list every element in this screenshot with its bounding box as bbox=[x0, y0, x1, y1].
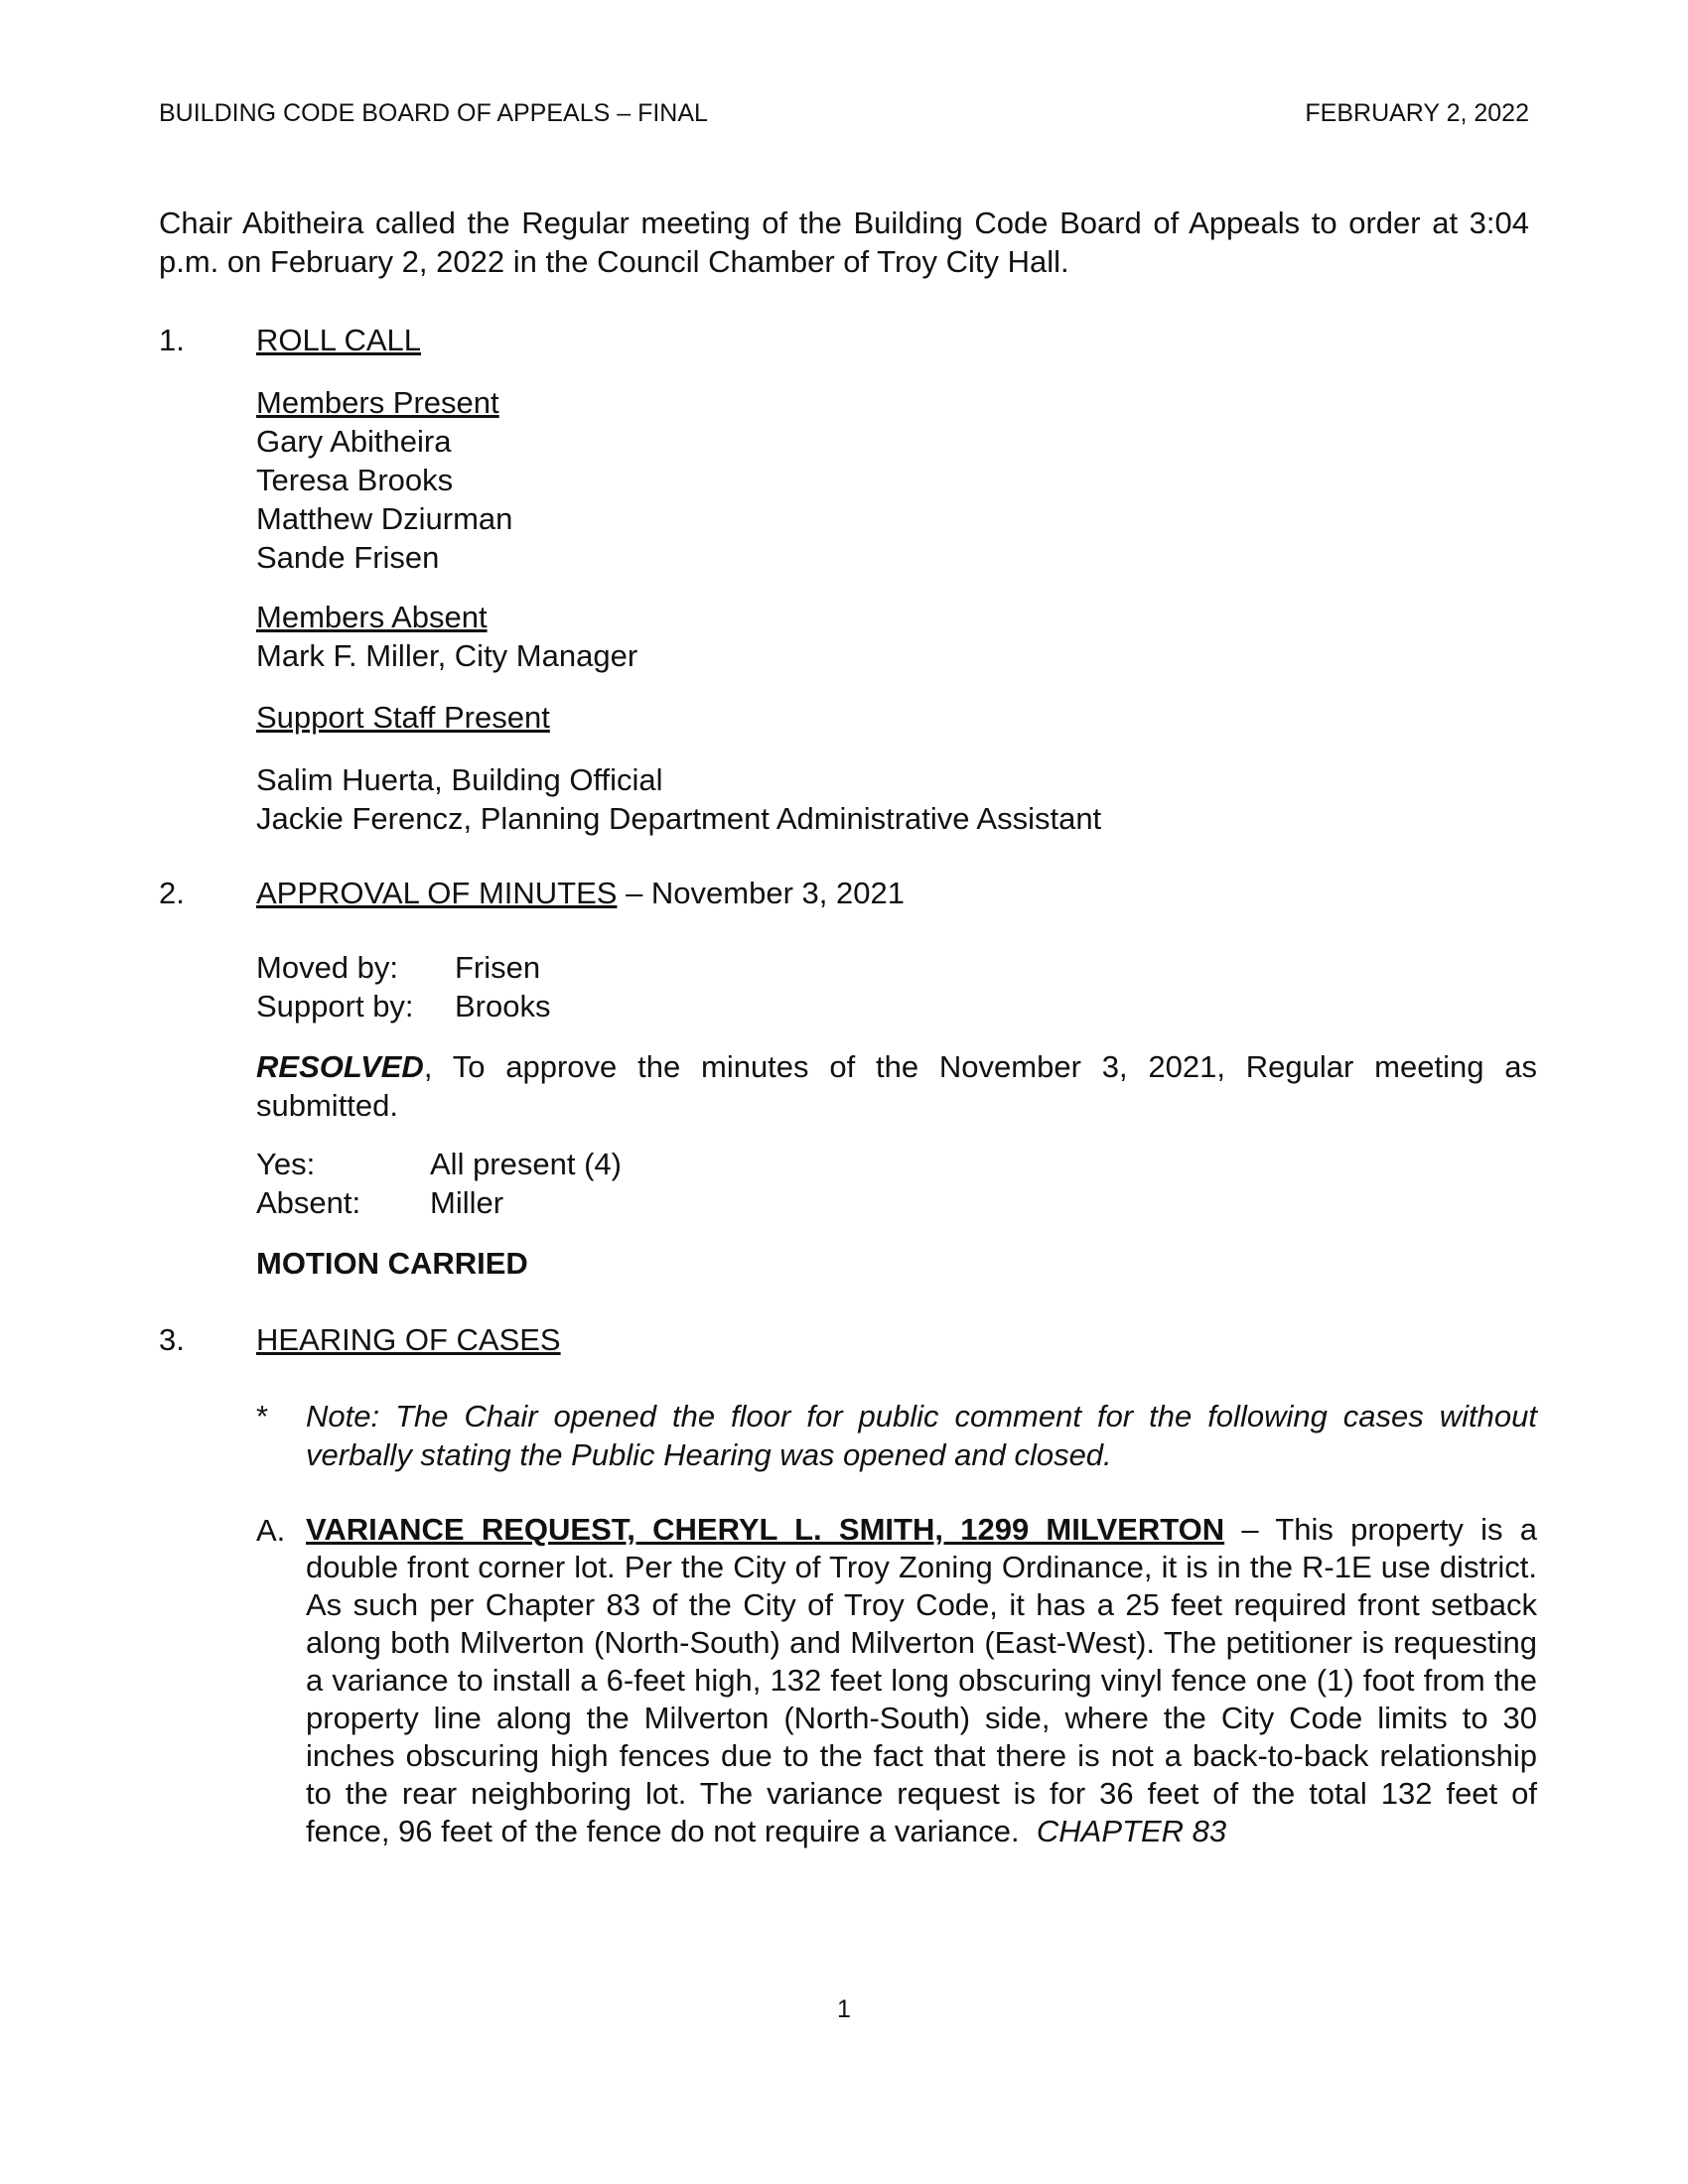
resolved-word: RESOLVED bbox=[256, 1049, 424, 1084]
case-a-chapter: CHAPTER 83 bbox=[1036, 1814, 1227, 1848]
section-3-title: HEARING OF CASES bbox=[256, 1322, 561, 1357]
member-name: Teresa Brooks bbox=[256, 463, 454, 497]
absent-label: Absent: bbox=[256, 1185, 361, 1220]
member-name: Matthew Dziurman bbox=[256, 501, 513, 536]
support-staff-block bbox=[256, 698, 1537, 737]
absent-value: Miller bbox=[430, 1185, 504, 1220]
support-by-value: Brooks bbox=[455, 989, 551, 1024]
section-2-number: 2. bbox=[159, 876, 185, 910]
hearing-note: Note: The Chair opened the floor for public comment for the following cases without verbally stating the Public Hearing was opened and closed. bbox=[306, 1399, 1537, 1472]
members-absent-block bbox=[256, 598, 1537, 675]
members-absent-heading: Members Absent bbox=[256, 600, 488, 634]
section-2-date: – November 3, 2021 bbox=[617, 876, 905, 910]
section-2-title: APPROVAL OF MINUTES bbox=[256, 876, 618, 910]
yes-label: Yes: bbox=[256, 1147, 316, 1181]
moved-by-value: Frisen bbox=[455, 950, 541, 985]
member-name: Sande Frisen bbox=[256, 540, 440, 575]
header-title: BUILDING CODE BOARD OF APPEALS – FINAL bbox=[159, 99, 708, 127]
resolved-text: , To approve the minutes of the November 3, 2021, Regular meeting as submitted. bbox=[256, 1049, 1537, 1123]
members-present-heading: Members Present bbox=[256, 385, 499, 420]
note-asterisk: * bbox=[256, 1399, 269, 1433]
motion-movers bbox=[256, 948, 1537, 1025]
case-a-label: A. bbox=[256, 1513, 286, 1548]
case-a-title: VARIANCE REQUEST, CHERYL L. SMITH, 1299 MILVERTON bbox=[306, 1512, 1225, 1547]
section-1-title: ROLL CALL bbox=[256, 323, 421, 357]
motion-carried: MOTION CARRIED bbox=[256, 1246, 528, 1281]
members-present-block bbox=[256, 383, 1537, 577]
section-hearing-title bbox=[256, 1320, 1537, 1359]
staff-name: Jackie Ferencz, Planning Department Administrative Assistant bbox=[256, 801, 1102, 836]
section-minutes-title bbox=[256, 874, 1537, 912]
support-by-label: Support by: bbox=[256, 989, 414, 1024]
section-3-number: 3. bbox=[159, 1322, 185, 1357]
motion-result bbox=[256, 1244, 1537, 1283]
intro-paragraph: Chair Abitheira called the Regular meeting of the Building Code Board of Appeals to order at 3:04 p.m. on February 2, 2022 in the Council Chamber of Troy City Hall. bbox=[159, 205, 1529, 279]
staff-name: Salim Huerta, Building Official bbox=[256, 762, 663, 797]
section-1-number: 1. bbox=[159, 323, 185, 357]
page-number: 1 bbox=[837, 1995, 851, 2023]
absent-member-name: Mark F. Miller, City Manager bbox=[256, 638, 638, 673]
support-staff-list bbox=[256, 760, 1537, 838]
page-header bbox=[159, 99, 1529, 128]
support-staff-heading: Support Staff Present bbox=[256, 700, 550, 735]
member-name: Gary Abitheira bbox=[256, 424, 452, 459]
case-a-text: – This property is a double front corner lot. Per the City of Troy Zoning Ordinance, it is in the R-1E use district. As such per Chapter 83 of the City of Troy Code, it has a 25 feet required front setback along both Milverton (North-South) and Milverton (East-West). The petitioner is requesting a variance to install a 6-feet high, 132 feet long obscuring vinyl fence one (1) foot from the property line along the Milverton (North-South) side, where the City Code limits to 30 inches obscuring high fences due to the fact that there is not a back-to-back relationship to the rear neighboring lot. The variance request is for 36 feet of the total 132 feet of fence, 96 feet of the fence do not require a variance. bbox=[306, 1512, 1537, 1848]
header-date: FEBRUARY 2, 2022 bbox=[1305, 99, 1529, 127]
moved-by-label: Moved by: bbox=[256, 950, 399, 985]
resolution-paragraph bbox=[256, 1047, 1537, 1125]
section-roll-call bbox=[256, 321, 1537, 359]
vote-result bbox=[256, 1145, 1537, 1222]
yes-value: All present (4) bbox=[430, 1147, 622, 1181]
case-a-paragraph bbox=[306, 1511, 1537, 1850]
